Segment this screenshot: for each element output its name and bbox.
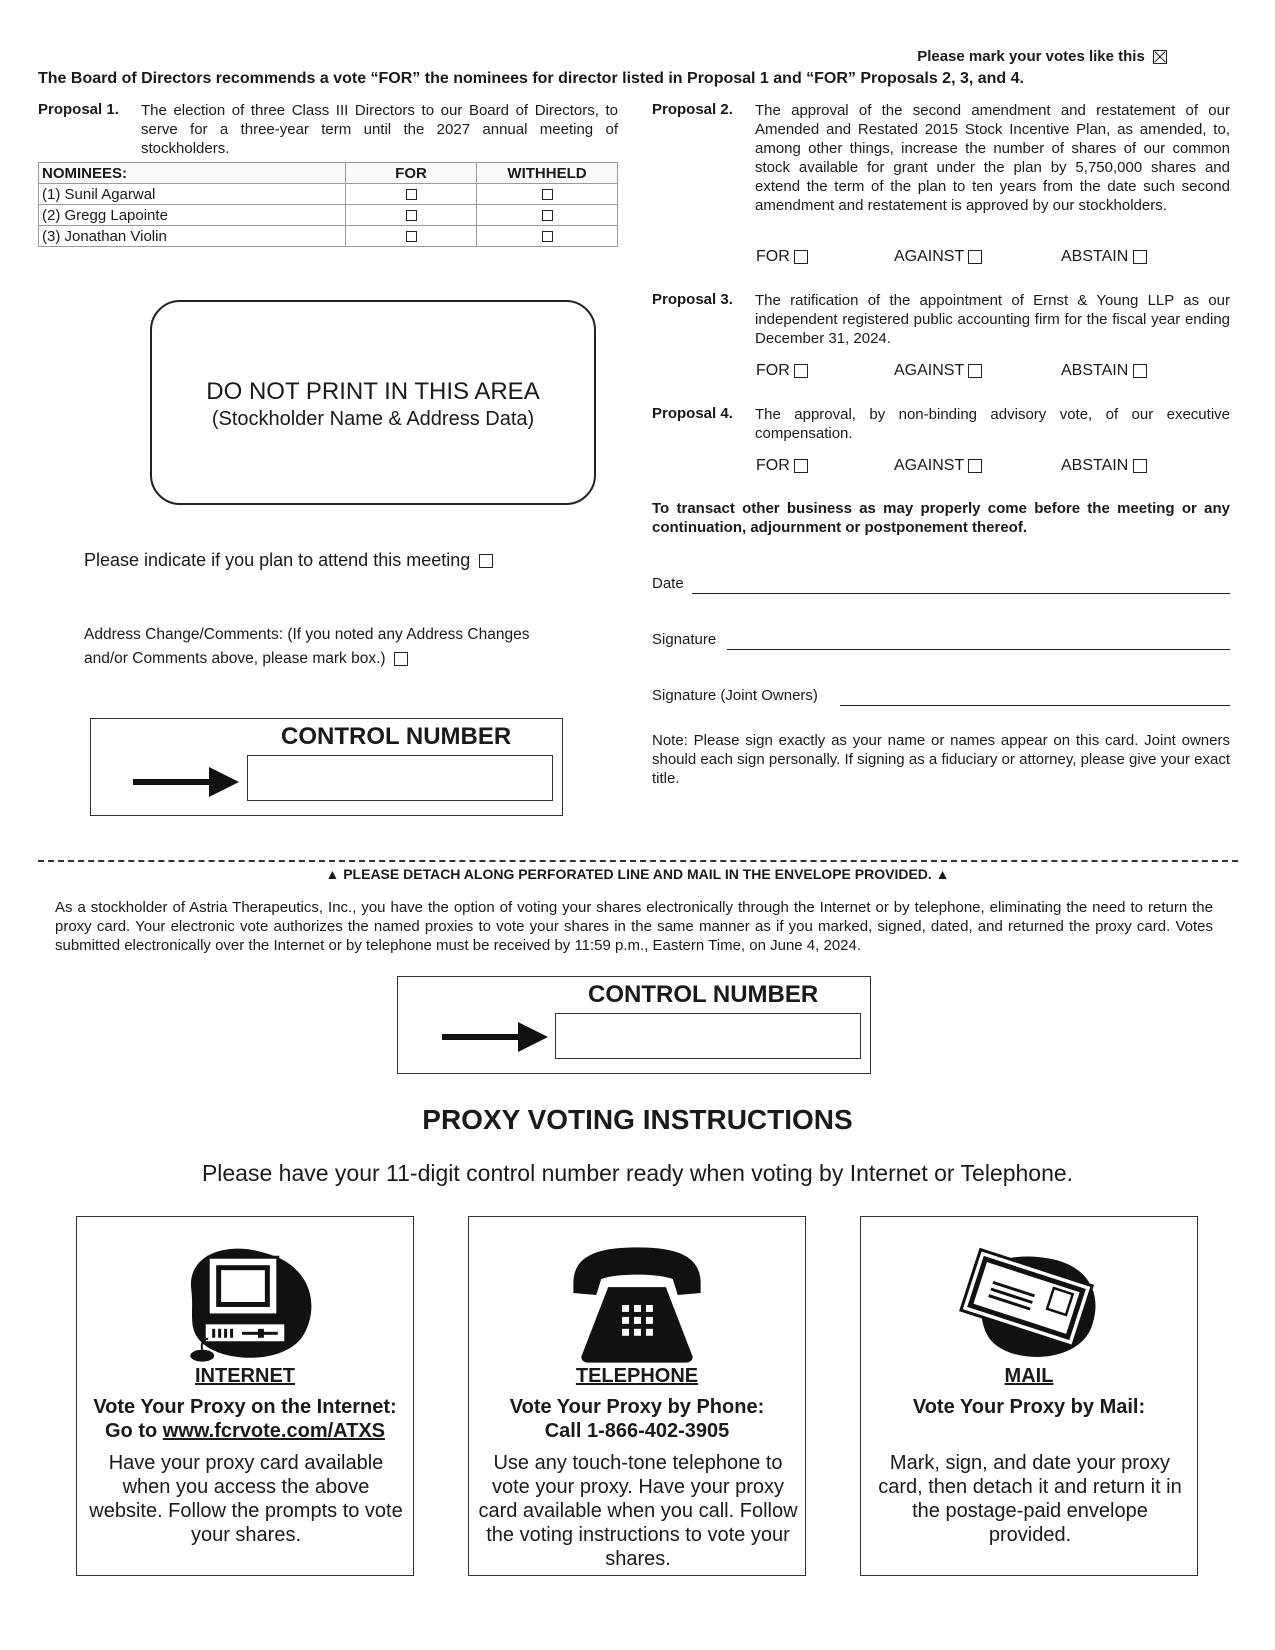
- internet-go-to: Go to: [104, 1420, 163, 1442]
- mail-envelope-icon: [861, 1235, 1197, 1365]
- signature-label: Signature: [652, 631, 717, 648]
- telephone-line-2: Call 1-866-402-3905: [544, 1420, 730, 1442]
- address-change-block: [84, 623, 529, 671]
- vote-for-label: FOR: [756, 457, 790, 474]
- address-change-line-1: Address Change/Comments: (If you noted any Address Changes: [84, 626, 530, 643]
- nominee-3-withheld-checkbox[interactable]: [542, 231, 553, 242]
- control-number-box-lower: [397, 976, 871, 1074]
- date-field[interactable]: [652, 575, 1230, 599]
- mail-heading: MAIL: [1004, 1365, 1054, 1387]
- nominee-name: (2) Gregg Lapointe: [39, 205, 346, 226]
- attend-meeting-row: [84, 550, 493, 571]
- nominee-1-withheld-checkbox[interactable]: [542, 189, 553, 200]
- proposal-2-abstain-checkbox[interactable]: [1133, 250, 1147, 264]
- proposal-2-label: Proposal 2.: [652, 101, 733, 118]
- perforated-line: [38, 860, 1238, 862]
- right-arrow-icon: [133, 767, 239, 797]
- telephone-subheading: [469, 1395, 805, 1443]
- vote-abstain-label: ABSTAIN: [1061, 457, 1129, 474]
- signature-joint-field[interactable]: [652, 687, 1230, 711]
- control-number-field-lower[interactable]: [555, 1013, 861, 1059]
- address-change-checkbox[interactable]: [394, 652, 408, 666]
- example-marked-checkbox-icon: [1153, 50, 1167, 64]
- signature-joint-label: Signature (Joint Owners): [652, 687, 818, 704]
- nominees-table: [38, 162, 618, 247]
- telephone-body: Use any touch-tone telephone to vote your proxy. Have your proxy card available when you call. Follow the voting instructions to vote your shares.: [478, 1452, 798, 1570]
- vote-abstain-label: ABSTAIN: [1061, 248, 1129, 265]
- internet-heading: INTERNET: [195, 1365, 295, 1387]
- nominee-name: (1) Sunil Agarwal: [39, 184, 346, 205]
- mark-legend: [917, 48, 1167, 65]
- control-number-label: CONTROL NUMBER: [281, 723, 512, 750]
- proposal-2-for-checkbox[interactable]: [794, 250, 808, 264]
- proposal-4-for-checkbox[interactable]: [794, 459, 808, 473]
- mail-line-1: Vote Your Proxy by Mail:: [912, 1396, 1146, 1418]
- internet-voting-box: [76, 1216, 414, 1576]
- proposal-4-against-checkbox[interactable]: [968, 459, 982, 473]
- telephone-icon: [469, 1235, 805, 1365]
- proposal-3-against-checkbox[interactable]: [968, 364, 982, 378]
- vote-abstain-label: ABSTAIN: [1061, 362, 1129, 379]
- telephone-line-1: Vote Your Proxy by Phone:: [509, 1396, 765, 1418]
- internet-line-1: Vote Your Proxy on the Internet:: [93, 1396, 397, 1418]
- nominee-2-withheld-checkbox[interactable]: [542, 210, 553, 221]
- mail-body: Mark, sign, and date your proxy card, then detach it and return it in the postage-paid envelope provided.: [878, 1452, 1182, 1546]
- proposal-3-text: The ratification of the appointment of Ernst & Young LLP as our independent registered public accounting firm for the fiscal year ending December 31, 2024.: [755, 292, 1230, 347]
- control-number-box: [90, 718, 563, 816]
- proposal-1-text: The election of three Class III Directors to our Board of Directors, to serve for a three-year term until the 2027 annual meeting of stockholders.: [141, 102, 618, 157]
- table-row: [39, 205, 618, 226]
- telephone-voting-box: [468, 1216, 806, 1576]
- detach-instruction: ▲ PLEASE DETACH ALONG PERFORATED LINE AND MAIL IN THE ENVELOPE PROVIDED. ▲: [325, 866, 950, 882]
- internet-url-link[interactable]: www.fcrvote.com/ATXS: [162, 1420, 386, 1442]
- table-row: [39, 226, 618, 247]
- do-not-print-subtitle: (Stockholder Name & Address Data): [211, 408, 535, 430]
- telephone-heading: TELEPHONE: [575, 1365, 699, 1387]
- signature-line: [727, 649, 1230, 650]
- proposal-4-label: Proposal 4.: [652, 405, 733, 422]
- mail-voting-box: [860, 1216, 1198, 1576]
- do-not-print-title: DO NOT PRINT IN THIS AREA: [206, 378, 540, 405]
- proposal-1-label: Proposal 1.: [38, 101, 119, 118]
- proposal-3-label: Proposal 3.: [652, 291, 733, 308]
- other-business-text: To transact other business as may properly come before the meeting or any continuation, adjournment or postponement thereof.: [652, 500, 1230, 536]
- proposal-2-text: The approval of the second amendment and restatement of our Amended and Restated 2015 Stock Incentive Plan, as amended, to, among other things, increase the number of shares of our common stock available for grant under the plan by 5,750,000 shares and extend the term of the plan to ten years from the date such second amendment and restatement is approved by our stockholders.: [755, 102, 1230, 214]
- proposal-4-vote-row: [756, 457, 1236, 477]
- proposal-2-against-checkbox[interactable]: [968, 250, 982, 264]
- mark-legend-text: Please mark your votes like this: [917, 48, 1145, 65]
- do-not-print-area: [150, 300, 596, 505]
- vote-for-label: FOR: [756, 248, 790, 265]
- col-for: FOR: [346, 163, 477, 184]
- proposal-3-for-checkbox[interactable]: [794, 364, 808, 378]
- attend-meeting-checkbox[interactable]: [479, 554, 493, 568]
- proposal-4-abstain-checkbox[interactable]: [1133, 459, 1147, 473]
- nominee-3-for-checkbox[interactable]: [406, 231, 417, 242]
- nominee-2-for-checkbox[interactable]: [406, 210, 417, 221]
- attend-meeting-text: Please indicate if you plan to attend this meeting: [84, 550, 471, 570]
- proxy-voting-instructions-subtitle: Please have your 11-digit control number ready when voting by Internet or Telephone.: [201, 1160, 1074, 1186]
- internet-line-2: [77, 1419, 413, 1443]
- internet-body: Have your proxy card available when you access the above website. Follow the prompts to vote your shares.: [89, 1452, 403, 1546]
- date-line: [692, 593, 1230, 594]
- control-number-field[interactable]: [247, 755, 553, 801]
- proposal-3-abstain-checkbox[interactable]: [1133, 364, 1147, 378]
- control-number-label-lower: CONTROL NUMBER: [588, 981, 819, 1008]
- table-row: [39, 184, 618, 205]
- proposal-2-vote-row: [756, 248, 1236, 268]
- signature-joint-line: [840, 705, 1230, 706]
- board-recommendation: The Board of Directors recommends a vote “FOR” the nominees for director listed in Proposal 1 and “FOR” Proposals 2, 3, and 4.: [38, 70, 1024, 87]
- vote-for-label: FOR: [756, 362, 790, 379]
- mail-subheading: [861, 1395, 1197, 1419]
- right-arrow-icon: [442, 1022, 548, 1052]
- proposal-3-vote-row: [756, 362, 1236, 382]
- col-nominees: NOMINEES:: [39, 163, 346, 184]
- col-withheld: WITHHELD: [477, 163, 618, 184]
- proposal-4-text: The approval, by non-binding advisory vote, of our executive compensation.: [755, 406, 1230, 442]
- vote-against-label: AGAINST: [894, 362, 964, 379]
- proxy-voting-instructions-title: PROXY VOTING INSTRUCTIONS: [422, 1104, 853, 1135]
- nominee-1-for-checkbox[interactable]: [406, 189, 417, 200]
- nominee-name: (3) Jonathan Violin: [39, 226, 346, 247]
- date-label: Date: [652, 575, 684, 592]
- vote-against-label: AGAINST: [894, 248, 964, 265]
- vote-against-label: AGAINST: [894, 457, 964, 474]
- address-change-line-2: and/or Comments above, please mark box.): [84, 650, 386, 667]
- internet-subheading: [77, 1395, 413, 1443]
- computer-icon: [77, 1235, 413, 1365]
- signature-field[interactable]: [652, 631, 1230, 655]
- electronic-voting-notice: As a stockholder of Astria Therapeutics, Inc., you have the option of voting your shares electronically through the Internet or by telephone, eliminating the need to return the proxy card. Your electronic vote authorizes the named proxies to vote your shares in the same manner as if you marked, signed, dated, and returned the proxy card. Votes submitted electronically over the Internet or by telephone must be received by 11:59 p.m., Eastern Time, on June 4, 2024.: [55, 899, 1213, 954]
- signing-note: Note: Please sign exactly as your name or names appear on this card. Joint owners should each sign personally. If signing as a fiduciary or attorney, please give your exact title.: [652, 732, 1230, 787]
